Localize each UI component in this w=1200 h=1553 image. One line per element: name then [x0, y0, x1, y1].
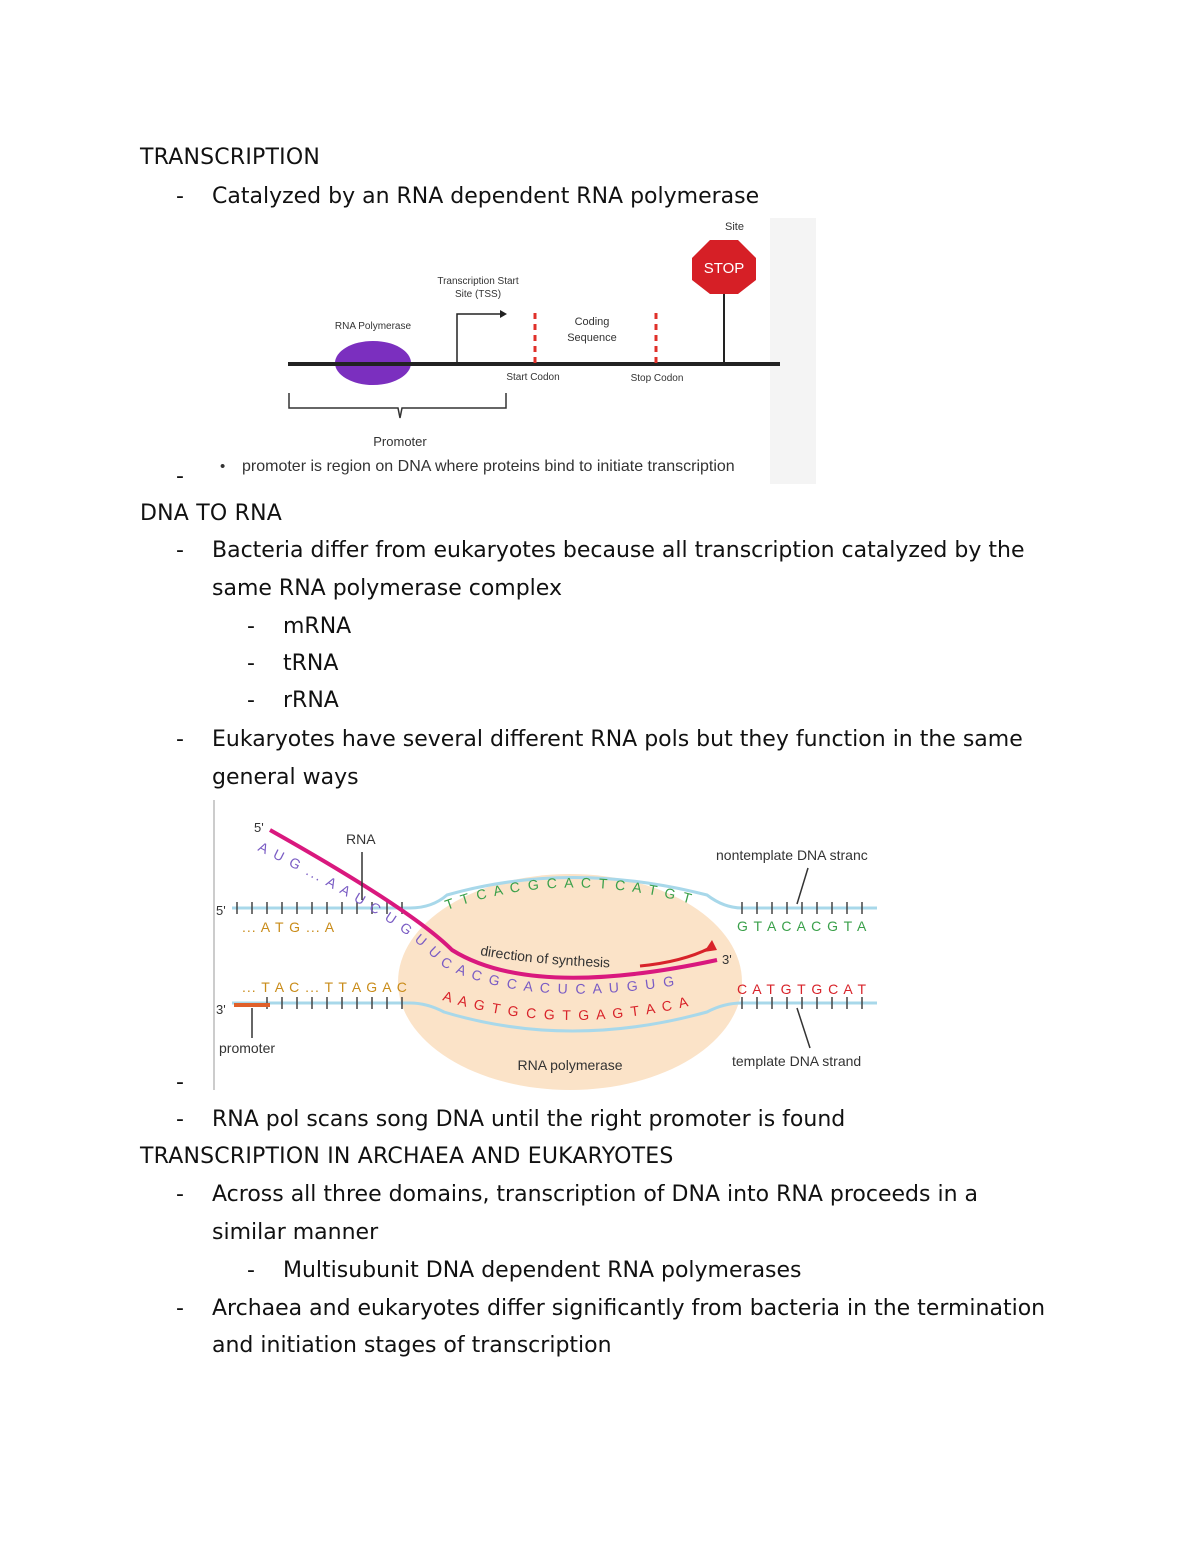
bullet-eukaryotes-line2: general ways — [212, 765, 359, 790]
bullet-dash: - — [176, 464, 184, 489]
sub-bullet-dash: - — [247, 688, 255, 713]
bullet-dash: - — [176, 538, 184, 563]
bullet-rna-pol-scans: RNA pol scans song DNA until the right promoter is found — [212, 1107, 846, 1132]
rna-sequence: A U G ... A A U C U G U U C A C G C A C U C A U G U G — [255, 838, 678, 997]
bullet-dash: - — [176, 1107, 184, 1132]
promoter-label: promoter — [219, 1040, 276, 1056]
stop-codon-label: Stop Codon — [630, 373, 684, 384]
rna-polymerase-diagram — [212, 800, 888, 1090]
start-codon-label: Start Codon — [506, 372, 560, 383]
bullet-archaea-line1: Archaea and eukaryotes differ significantly from bacteria in the termination — [212, 1296, 1046, 1321]
rna-label: RNA — [346, 831, 376, 847]
promoter-label: Promoter — [373, 434, 427, 449]
polymerase-label: RNA polymerase — [517, 1057, 623, 1073]
bullet-domains-line2: similar manner — [212, 1220, 379, 1245]
sub-bullet-dash: - — [247, 1258, 255, 1283]
bubble-bottom-sequence: A A G T G C G T G A G T A C A — [441, 987, 692, 1024]
site-label: Site — [725, 221, 744, 233]
top-left-sequence: ... A T G ... A — [242, 919, 336, 935]
stop-sign-label: STOP — [703, 260, 745, 277]
caption-bullet: • — [220, 458, 226, 475]
bottom-right-sequence: C A T G T G C A T — [737, 981, 868, 997]
bullet-eukaryotes-line1: Eukaryotes have several different RNA pols but they function in the same — [212, 727, 1023, 752]
tss-label-line1: Transcription Start — [437, 276, 519, 287]
bullet-dash: - — [176, 1070, 184, 1095]
direction-label: direction of synthesis — [479, 942, 611, 971]
bullet-bacteria-line2: same RNA polymerase complex — [212, 576, 562, 601]
figure-caption: promoter is region on DNA where proteins bind to initiate transcription — [242, 458, 735, 475]
coding-label-line2: Sequence — [567, 332, 617, 344]
bullet-dash: - — [176, 1182, 184, 1207]
bullet-domains-line1: Across all three domains, transcription of DNA into RNA proceeds in a — [212, 1182, 979, 1207]
bottom-left-sequence: ... T A C ... T T A G A C — [242, 979, 408, 995]
bullet-dash: - — [176, 727, 184, 752]
bullet-bacteria-line1: Bacteria differ from eukaryotes because all transcription catalyzed by the — [212, 538, 1025, 563]
sub-bullet-rrna: rRNA — [283, 688, 339, 713]
bullet-dash: - — [176, 1296, 184, 1321]
sub-bullet-dash: - — [247, 651, 255, 676]
rna-polymerase-label: RNA Polymerase — [334, 321, 412, 332]
heading-dna-to-rna: DNA TO RNA — [140, 501, 282, 526]
rna-three-prime: 3' — [722, 952, 732, 967]
top-five-prime: 5' — [216, 903, 226, 918]
sub-bullet-multisubunit: Multisubunit DNA dependent RNA polymerases — [283, 1258, 802, 1283]
bullet-catalyzed: Catalyzed by an RNA dependent RNA polymerase — [212, 184, 760, 209]
top-right-sequence: G T A C A C G T A — [737, 918, 868, 934]
tss-label-line2: Site (TSS) — [454, 289, 502, 300]
transcription-diagram — [210, 218, 816, 484]
bullet-dash: - — [176, 184, 184, 209]
bubble-top-sequence: T T C A C G C A C T C A T G T — [442, 874, 696, 913]
heading-archaea-eukaryotes: TRANSCRIPTION IN ARCHAEA AND EUKARYOTES — [140, 1144, 674, 1169]
sub-bullet-mrna: mRNA — [283, 614, 352, 639]
sub-bullet-dash: - — [247, 614, 255, 639]
heading-transcription: TRANSCRIPTION — [140, 145, 321, 170]
template-label: template DNA strand — [732, 1053, 862, 1069]
bottom-three-prime: 3' — [216, 1002, 226, 1017]
bullet-archaea-line2: and initiation stages of transcription — [212, 1333, 612, 1358]
nontemplate-label: nontemplate DNA stranc — [716, 847, 868, 863]
coding-label-line1: Coding — [574, 316, 610, 328]
sub-bullet-trna: tRNA — [283, 651, 339, 676]
rna-five-prime: 5' — [254, 820, 264, 835]
